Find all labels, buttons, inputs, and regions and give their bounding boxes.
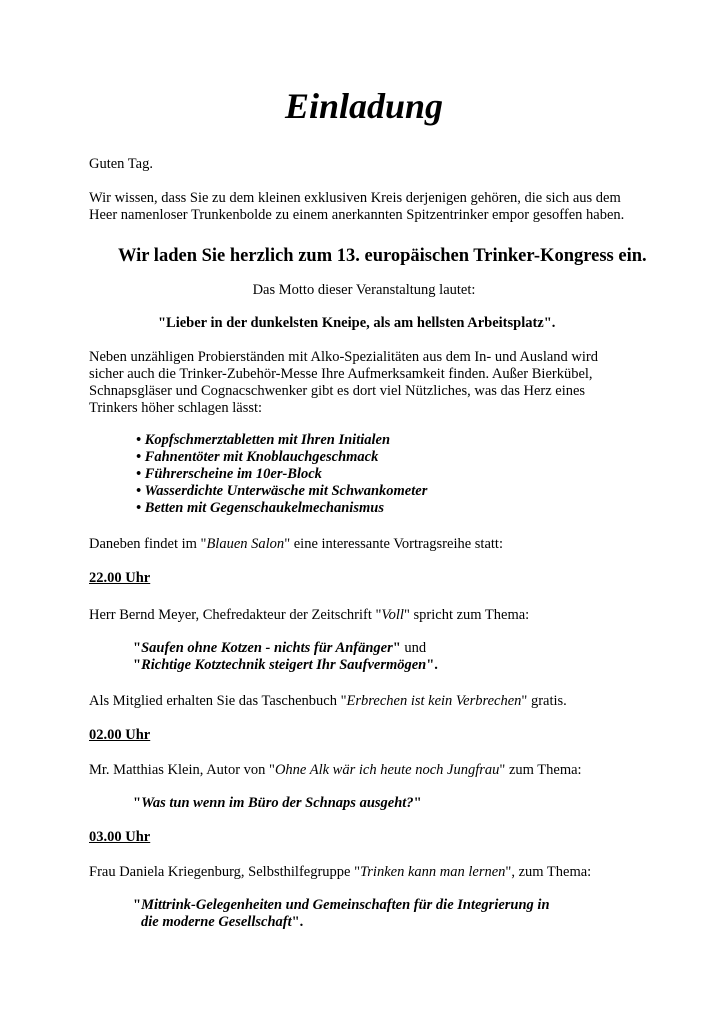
talk1-topic1-text: Saufen ohne Kotzen - nichts für Anfänger: [141, 640, 393, 656]
salon-post: " eine interessante Vortragsreihe statt:: [284, 536, 503, 552]
talk1-speaker: [89, 607, 648, 624]
talk2-speaker: [89, 762, 648, 779]
talk1-topic1-open-quote: ": [133, 640, 142, 656]
fair-line: Trinkers höher schlagen lässt:: [89, 400, 263, 416]
talk1-topic2-close-quote: ".: [426, 657, 438, 673]
talk3-time-label: 03.00 Uhr: [89, 829, 151, 845]
items-list: [136, 432, 536, 517]
talk1-topic1-close-quote: ": [392, 640, 401, 656]
talk3-topic-text1: Mittrink-Gelegenheiten und Gemeinschaften für die Integrierung in: [141, 897, 550, 913]
list-item: • Kopfschmerztabletten mit Ihren Initialen: [136, 432, 391, 448]
talk3-speaker-post: ", zum Thema:: [505, 864, 592, 880]
talk1-topic1-and: und: [400, 640, 427, 656]
fair-line: Neben unzähligen Probierständen mit Alko-Spezialitäten aus dem In- und Ausland wird: [89, 349, 598, 365]
talk3-open-quote: ": [133, 897, 142, 913]
invitation-heading: Wir laden Sie herzlich zum 13. europäischen Trinker-Kongress ein.: [118, 246, 647, 266]
greeting: Guten Tag.: [89, 156, 153, 172]
talk1-magazine: Voll: [381, 607, 404, 623]
talk1-speaker-pre: Herr Bernd Meyer, Chefredakteur der Zeitschrift ": [89, 607, 382, 623]
document-title: Einladung: [284, 86, 444, 126]
fair-paragraph: [89, 349, 648, 417]
fair-line: Schnapsgläser und Cognacschwenker gibt es dort viel Nützliches, was das Herz eines: [89, 383, 586, 399]
salon-name: Blauen Salon: [206, 536, 285, 552]
talk1-speaker-post: " spricht zum Thema:: [403, 607, 530, 623]
talk2-topic-text: Was tun wenn im Büro der Schnaps ausgeht?: [141, 795, 414, 811]
talk2-speaker-pre: Mr. Matthias Klein, Autor von ": [89, 762, 275, 778]
talk3-time: [89, 829, 648, 846]
talk3-group: Trinken kann man lernen: [360, 864, 506, 880]
talk3-topic-text2: die moderne Gesellschaft: [141, 914, 292, 930]
motto-intro: Das Motto dieser Veranstaltung lautet:: [252, 282, 476, 298]
talk1-gift: [89, 693, 648, 710]
salon-pre: Daneben findet im ": [89, 536, 207, 552]
talk3-topic-line1: [133, 897, 648, 914]
talk2-close-quote: ": [413, 795, 422, 811]
talk1-topic2-text: Richtige Kotztechnik steigert Ihr Saufvermögen: [141, 657, 427, 673]
talk2-topic: [133, 795, 648, 812]
talk1-topic2-open-quote: ": [133, 657, 142, 673]
talk1-topic1: [133, 640, 648, 657]
talk3-topic-line2: [133, 914, 648, 931]
talk1-time: [89, 570, 648, 587]
talk2-time-label: 02.00 Uhr: [89, 727, 151, 743]
talk3-speaker-pre: Frau Daniela Kriegenburg, Selbsthilfegruppe ": [89, 864, 361, 880]
fair-line: sicher auch die Trinker-Zubehör-Messe Ihre Aufmerksamkeit finden. Außer Bierkübel,: [89, 366, 593, 382]
talk1-gift-pre: Als Mitglied erhalten Sie das Taschenbuch ": [89, 693, 347, 709]
talk1-time-label: 22.00 Uhr: [89, 570, 151, 586]
talk1-gift-title: Erbrechen ist kein Verbrechen: [346, 693, 522, 709]
talk3-speaker: [89, 864, 648, 881]
intro-paragraph: [89, 190, 648, 224]
list-item: • Betten mit Gegenschaukelmechanismus: [136, 500, 384, 516]
list-item: • Führerscheine im 10er-Block: [136, 466, 322, 482]
intro-line: Wir wissen, dass Sie zu dem kleinen exklusiven Kreis derjenigen gehören, die sich aus dem: [89, 190, 621, 206]
motto: "Lieber in der dunkelsten Kneipe, als am hellsten Arbeitsplatz".: [158, 315, 556, 331]
talk1-gift-post: " gratis.: [521, 693, 567, 709]
talk2-open-quote: ": [133, 795, 142, 811]
talk2-speaker-post: " zum Thema:: [499, 762, 582, 778]
intro-line: Heer namenloser Trunkenbolde zu einem anerkannten Spitzentrinker empor gesoffen haben.: [89, 207, 625, 223]
list-item: • Fahnentöter mit Knoblauchgeschmack: [136, 449, 379, 465]
list-item: • Wasserdichte Unterwäsche mit Schwankometer: [136, 483, 428, 499]
talk3-topic: [133, 897, 648, 931]
talk2-time: [89, 727, 648, 744]
talk1-topic2: [133, 657, 648, 674]
salon-line: [89, 536, 648, 553]
talk3-close-quote: ".: [291, 914, 304, 930]
talk2-book: Ohne Alk wär ich heute noch Jungfrau: [274, 762, 500, 778]
